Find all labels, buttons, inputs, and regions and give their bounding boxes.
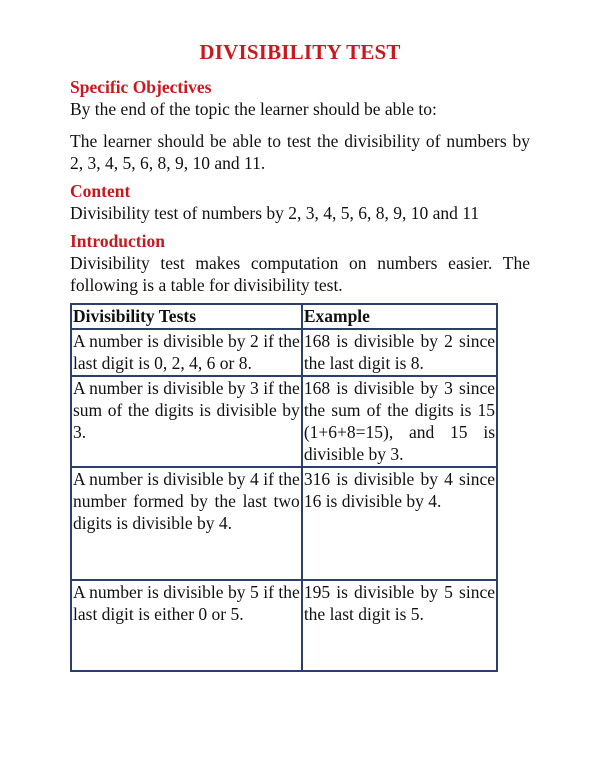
table-header-tests: Divisibility Tests [71,304,302,329]
table-row [71,580,497,671]
document-page [70,40,530,672]
table-cell-test: A number is divisible by 2 if the last digit is 0, 2, 4, 6 or 8. [71,329,302,376]
table-cell-example: 168 is divisible by 3 since the sum of the digits is 15 (1+6+8=15), and 15 is divisible by 3. [302,376,497,467]
page-title: DIVISIBILITY TEST [199,40,401,64]
table-header-example: Example [302,304,497,329]
table-header-row [71,304,497,329]
table-row [71,467,497,580]
table-cell-example: 168 is divisible by 2 since the last digit is 8. [302,329,497,376]
table-cell-test: A number is divisible by 3 if the sum of the digits is divisible by 3. [71,376,302,467]
objectives-text: The learner should be able to test the divisibility of numbers by 2, 3, 4, 5, 6, 8, 9, 10 and 11. [70,131,530,173]
table-row [71,376,497,467]
content-text: Divisibility test of numbers by 2, 3, 4, 5, 6, 8, 9, 10 and 11 [70,203,480,223]
content-heading: Content [70,181,131,201]
table-cell-test: A number is divisible by 5 if the last digit is either 0 or 5. [71,580,302,671]
table-cell-test: A number is divisible by 4 if the number formed by the last two digits is divisible by 4. [71,467,302,580]
table-row [71,329,497,376]
objectives-heading: Specific Objectives [70,77,212,97]
introduction-heading: Introduction [70,231,165,251]
table-cell-example: 195 is divisible by 5 since the last digit is 5. [302,580,497,671]
table-cell-example: 316 is divisible by 4 since 16 is divisible by 4. [302,467,497,580]
divisibility-table [70,303,498,672]
objectives-intro: By the end of the topic the learner should be able to: [70,99,437,119]
introduction-text: Divisibility test makes computation on numbers easier. The following is a table for divisibility test. [70,253,530,295]
